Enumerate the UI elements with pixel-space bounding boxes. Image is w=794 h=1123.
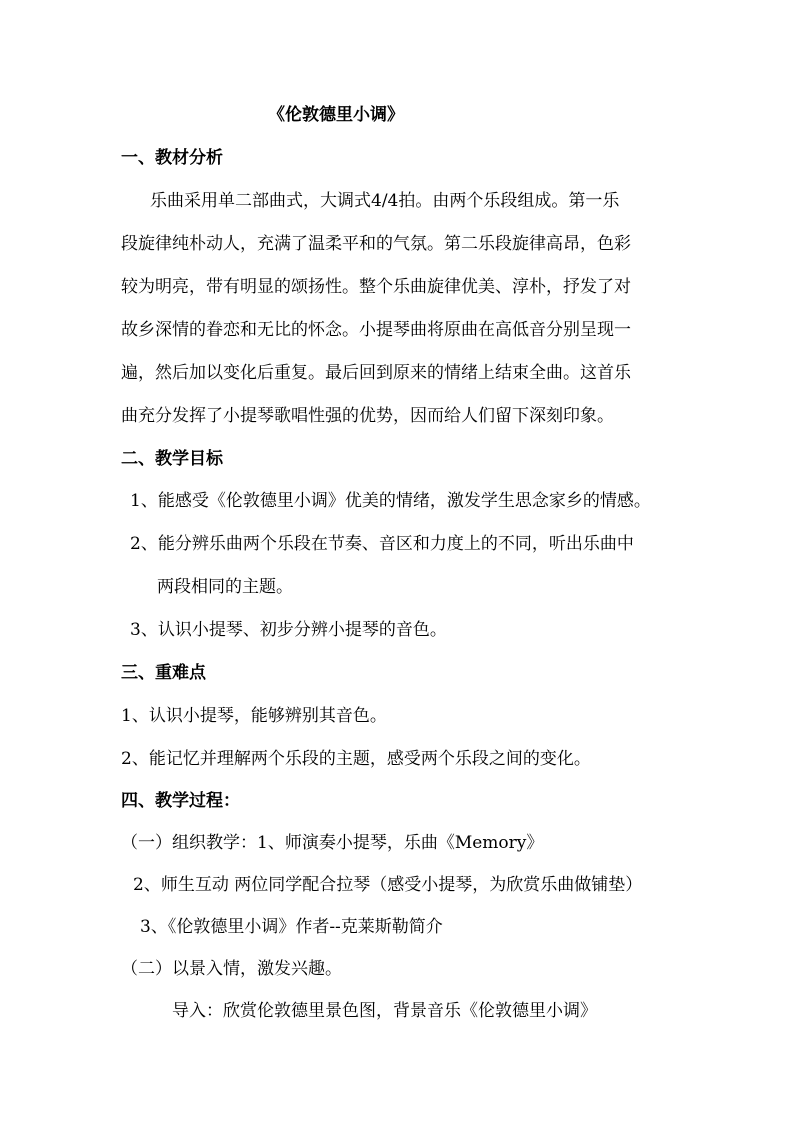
- process-item: （二）以景入情，激发兴趣。: [121, 959, 342, 979]
- objective-item: 1、能感受《伦敦德里小调》优美的情绪，激发学生思念家乡的情感。: [130, 491, 651, 511]
- process-item: 2、师生互动 两位同学配合拉琴（感受小提琴，为欣赏乐曲做铺垫）: [133, 875, 643, 895]
- section-heading-key-points: 三、重难点: [121, 663, 206, 683]
- section-heading-objectives: 二、教学目标: [121, 449, 223, 469]
- objective-item: 3、认识小提琴、初步分辨小提琴的音色。: [130, 620, 447, 640]
- objective-item: 2、能分辨乐曲两个乐段在节奏、音区和力度上的不同，听出乐曲中: [130, 534, 634, 554]
- paragraph-line: 乐曲采用单二部曲式，大调式4/4拍。由两个乐段组成。第一乐: [150, 191, 620, 211]
- key-point-item: 1、认识小提琴，能够辨别其音色。: [121, 706, 387, 726]
- paragraph-line: 故乡深情的眷恋和无比的怀念。小提琴曲将原曲在高低音分别呈现一: [121, 320, 631, 340]
- key-point-item: 2、能记忆并理解两个乐段的主题，感受两个乐段之间的变化。: [121, 749, 591, 769]
- process-item: 3、《伦敦德里小调》作者--克莱斯勒简介: [140, 917, 443, 937]
- section-heading-process: 四、教学过程：: [121, 791, 240, 811]
- page-title: 《伦敦德里小调》: [268, 105, 404, 125]
- paragraph-line: 段旋律纯朴动人，充满了温柔平和的气氛。第二乐段旋律高昂，色彩: [121, 234, 631, 254]
- process-item: （一）组织教学：1、师演奏小提琴，乐曲《Memory》: [121, 833, 544, 853]
- paragraph-line: 遍，然后加以变化后重复。最后回到原来的情绪上结束全曲。这首乐: [121, 363, 631, 383]
- paragraph-line: 曲充分发挥了小提琴歌唱性强的优势，因而给人们留下深刻印象。: [121, 406, 614, 426]
- objective-item-continuation: 两段相同的主题。: [157, 577, 293, 597]
- section-heading-analysis: 一、教材分析: [121, 148, 223, 168]
- process-item: 导入：欣赏伦敦德里景色图，背景音乐《伦敦德里小调》: [172, 1001, 597, 1021]
- paragraph-line: 较为明亮，带有明显的颂扬性。整个乐曲旋律优美、淳朴，抒发了对: [121, 277, 631, 297]
